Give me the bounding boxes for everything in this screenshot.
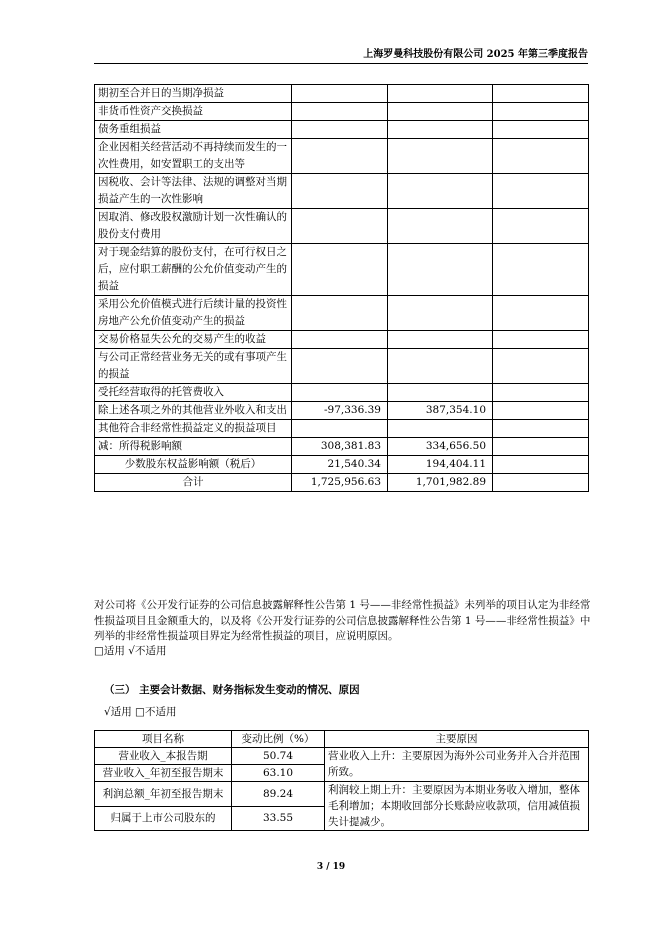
section-applicability: √适用 □不适用 xyxy=(104,706,177,718)
current-period-amount xyxy=(292,384,388,402)
row-item: 少数股东权益影响额（税后） xyxy=(95,456,292,474)
change-ratio: 63.10 xyxy=(232,765,325,782)
row-item: 受托经营取得的托管费收入 xyxy=(95,384,292,402)
table-header-row xyxy=(95,731,589,748)
year-to-date-amount: 334,656.50 xyxy=(388,438,493,456)
note-paragraph: 对公司将《公开发行证券的公司信息披露解释性公告第 1 号——非经常性损益》未列举的项目认定为非经常性损益项目且金额重大的，以及将《公开发行证券的公司信息披露解释性公告第 1 号——非经常性损益》中列举的非经常性损益项目界定为经常性损益的项目，应说明原因。 xyxy=(94,599,591,642)
current-period-amount xyxy=(292,121,388,139)
table-row xyxy=(95,474,589,492)
current-period-amount xyxy=(292,85,388,103)
current-period-amount xyxy=(292,103,388,121)
year-to-date-amount xyxy=(388,244,493,296)
row-note xyxy=(493,209,589,244)
year-to-date-amount xyxy=(388,296,493,331)
main-reason: 营业收入上升：主要原因为海外公司业务并入合并范围所致。 xyxy=(325,748,589,782)
year-to-date-amount xyxy=(388,174,493,209)
table-row xyxy=(95,456,589,474)
row-note xyxy=(493,402,589,420)
table-row xyxy=(95,438,589,456)
current-period-amount xyxy=(292,420,388,438)
row-item: 期初至合并日的当期净损益 xyxy=(95,85,292,103)
header-item-name: 项目名称 xyxy=(95,731,232,748)
year-to-date-amount: 194,404.11 xyxy=(388,456,493,474)
year-to-date-amount xyxy=(388,121,493,139)
table-row xyxy=(95,139,589,174)
row-note xyxy=(493,85,589,103)
table-row xyxy=(95,209,589,244)
row-note xyxy=(493,384,589,402)
row-item: 采用公允价值模式进行后续计量的投资性房地产公允价值变动产生的损益 xyxy=(95,296,292,331)
table-row xyxy=(95,420,589,438)
year-to-date-amount xyxy=(388,349,493,384)
row-item: 因取消、修改股权激励计划一次性确认的股份支付费用 xyxy=(95,209,292,244)
table-row xyxy=(95,103,589,121)
row-note xyxy=(493,296,589,331)
table-row xyxy=(95,349,589,384)
key-changes-table xyxy=(94,730,589,831)
current-period-amount xyxy=(292,349,388,384)
year-to-date-amount xyxy=(388,420,493,438)
item-name: 营业收入_年初至报告期末 xyxy=(95,765,232,782)
row-note xyxy=(493,438,589,456)
year-to-date-amount xyxy=(388,331,493,349)
current-period-amount: 21,540.34 xyxy=(292,456,388,474)
main-reason: 利润较上期上升：主要原因为本期业务收入增加，整体毛利增加；本期收回部分长账龄应收款项，信用减值损失计提减少。 xyxy=(325,782,589,831)
table-row xyxy=(95,244,589,296)
row-item: 其他符合非经常性损益定义的损益项目 xyxy=(95,420,292,438)
table-row xyxy=(95,748,589,765)
row-note xyxy=(493,349,589,384)
non-recurring-gains-table xyxy=(94,84,589,492)
year-to-date-amount: 1,701,982.89 xyxy=(388,474,493,492)
table-row xyxy=(95,782,589,807)
current-period-amount: 1,725,956.63 xyxy=(292,474,388,492)
table-row xyxy=(95,174,589,209)
year-to-date-amount xyxy=(388,209,493,244)
current-period-amount xyxy=(292,139,388,174)
year-to-date-amount xyxy=(388,384,493,402)
header-change-ratio: 变动比例（%） xyxy=(232,731,325,748)
table-row xyxy=(95,331,589,349)
row-item: 债务重组损益 xyxy=(95,121,292,139)
table-row xyxy=(95,402,589,420)
current-period-amount xyxy=(292,174,388,209)
row-item: 因税收、会计等法律、法规的调整对当期损益产生的一次性影响 xyxy=(95,174,292,209)
row-note xyxy=(493,174,589,209)
row-note xyxy=(493,244,589,296)
row-item: 对于现金结算的股份支付，在可行权日之后，应付职工薪酬的公允价值变动产生的损益 xyxy=(95,244,292,296)
current-period-amount xyxy=(292,209,388,244)
year-to-date-amount xyxy=(388,85,493,103)
row-note xyxy=(493,103,589,121)
table-row xyxy=(95,296,589,331)
change-ratio: 89.24 xyxy=(232,782,325,807)
table-row xyxy=(95,121,589,139)
row-note xyxy=(493,139,589,174)
year-to-date-amount: 387,354.10 xyxy=(388,402,493,420)
item-name: 利润总额_年初至报告期末 xyxy=(95,782,232,807)
note-applicability: □适用 √不适用 xyxy=(94,645,167,657)
current-period-amount: -97,336.39 xyxy=(292,402,388,420)
report-header: 上海罗曼科技股份有限公司 2025 年第三季度报告 xyxy=(94,45,588,64)
table-row xyxy=(95,384,589,402)
page-number: 3 / 19 xyxy=(316,862,346,872)
item-name: 归属于上市公司股东的 xyxy=(95,806,232,831)
row-note xyxy=(493,121,589,139)
year-to-date-amount xyxy=(388,103,493,121)
row-item: 除上述各项之外的其他营业外收入和支出 xyxy=(95,402,292,420)
change-ratio: 33.55 xyxy=(232,806,325,831)
row-note xyxy=(493,420,589,438)
table-row xyxy=(95,85,589,103)
row-item: 合计 xyxy=(95,474,292,492)
row-item: 交易价格显失公允的交易产生的收益 xyxy=(95,331,292,349)
header-main-reason: 主要原因 xyxy=(325,731,589,748)
item-name: 营业收入_本报告期 xyxy=(95,748,232,765)
year-to-date-amount xyxy=(388,139,493,174)
row-item: 减：所得税影响额 xyxy=(95,438,292,456)
row-note xyxy=(493,456,589,474)
row-item: 非货币性资产交换损益 xyxy=(95,103,292,121)
current-period-amount xyxy=(292,296,388,331)
current-period-amount xyxy=(292,331,388,349)
row-item: 企业因相关经营活动不再持续而发生的一次性费用，如安置职工的支出等 xyxy=(95,139,292,174)
row-note xyxy=(493,474,589,492)
row-item: 与公司正常经营业务无关的或有事项产生的损益 xyxy=(95,349,292,384)
change-ratio: 50.74 xyxy=(232,748,325,765)
current-period-amount xyxy=(292,244,388,296)
section-title: （三） 主要会计数据、财务指标发生变动的情况、原因 xyxy=(104,684,360,696)
current-period-amount: 308,381.83 xyxy=(292,438,388,456)
row-note xyxy=(493,331,589,349)
